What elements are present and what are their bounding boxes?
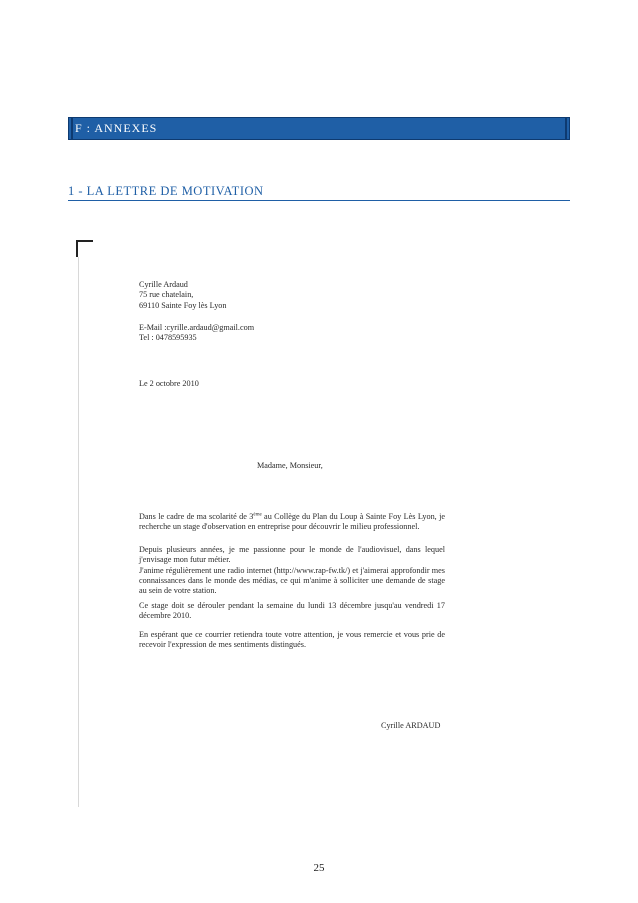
sender-contact <box>139 323 254 344</box>
subsection-title: 1 - LA LETTRE DE MOTIVATION <box>68 184 264 198</box>
page-number: 25 <box>313 862 325 874</box>
sender-phone: Tel : 0478595935 <box>139 333 197 343</box>
scan-corner-mark <box>76 240 93 242</box>
signature: Cyrille ARDAUD <box>381 721 441 730</box>
sender-email: E-Mail :cyrille.ardaud@gmail.com <box>139 323 255 332</box>
paragraph-passion <box>139 545 445 596</box>
scan-page-edge <box>78 257 79 807</box>
paragraph-intro-start: Dans le cadre de ma scolarité de 3 <box>139 512 254 521</box>
section-header-bar <box>68 117 570 140</box>
section-bar-right-edge <box>565 118 567 139</box>
paragraph-intro <box>139 512 445 533</box>
paragraph-intro-end: au Collège du Plan du Loup à Sainte Foy Lès Lyon, je recherche un stage d'observation en entreprise pour découvrir le milieu professionnel. <box>139 512 446 532</box>
paragraph-dates: Ce stage doit se dérouler pendant la semaine du lundi 13 décembre jusqu'au vendredi 17 décembre 2010. <box>139 601 445 621</box>
sender-city: 69110 Sainte Foy lès Lyon <box>139 300 227 310</box>
letter-date: Le 2 octobre 2010 <box>139 379 199 388</box>
section-title: F : ANNEXES <box>75 121 158 135</box>
subsection-rule <box>68 200 570 201</box>
letter-greeting: Madame, Monsieur, <box>257 461 323 470</box>
sender-address <box>139 280 226 311</box>
paragraph-passion-b: J'anime régulièrement une radio internet (http://www.rap-fw.tk/) et j'aimerai approfondir mes connaissances dans le monde des médias, ce qui m'anime à solliciter une demande de stage au sein de votre station. <box>139 565 445 595</box>
paragraph-closing: En espérant que ce courrier retiendra toute votre attention, je vous remercie et vous prie de recevoir l'expression de mes sentiments distingués. <box>139 630 445 650</box>
ordinal-superscript: ème <box>253 512 262 518</box>
sender-street: 75 rue chatelain, <box>139 290 194 300</box>
section-bar-left-edge <box>71 118 73 139</box>
paragraph-passion-a: Depuis plusieurs années, je me passionne pour le monde de l'audiovisuel, dans lequel j'envisage mon futur métier. <box>139 545 445 565</box>
sender-name: Cyrille Ardaud <box>139 280 188 289</box>
scan-corner-mark-vertical <box>76 240 78 257</box>
